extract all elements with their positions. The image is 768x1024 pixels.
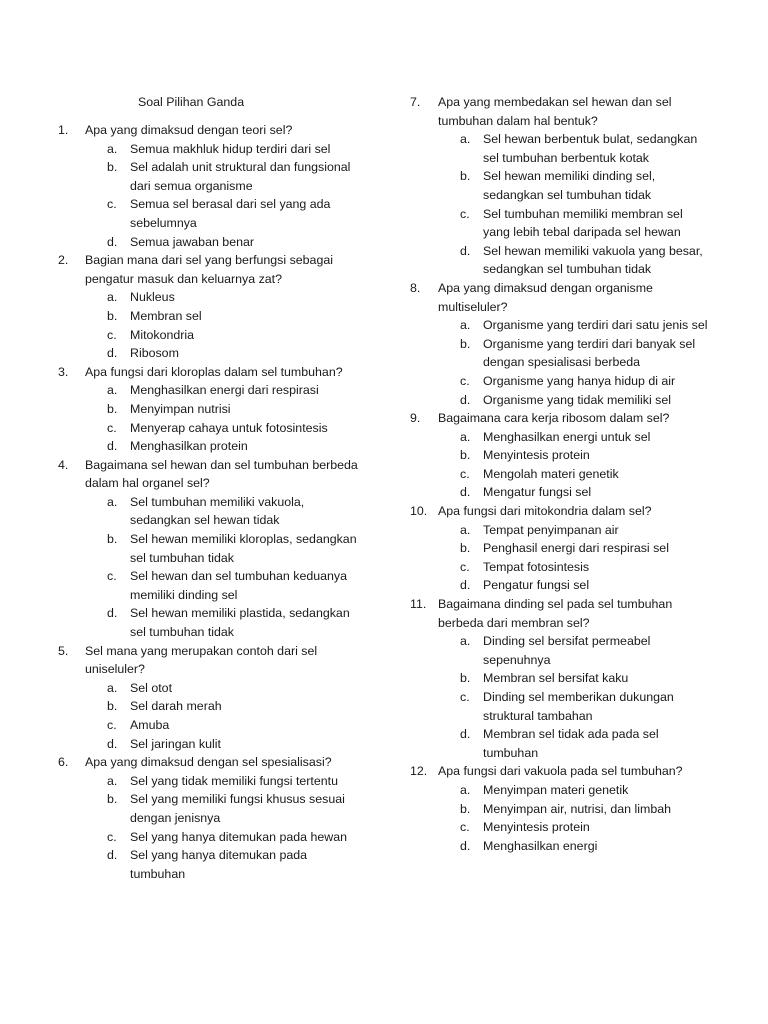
question-number: 10.: [410, 504, 428, 519]
option-letter: d.: [107, 848, 118, 863]
option-text: Sel hewan memiliki kloroplas, sedangkan sel tumbuhan tidak: [130, 532, 357, 565]
answer-option: [438, 725, 710, 762]
option-text: Tempat penyimpanan air: [483, 522, 619, 537]
option-letter: c.: [107, 718, 117, 732]
option-text: Sel yang memiliki fungsi khusus sesuai dengan jenisnya: [130, 792, 345, 825]
option-letter: d.: [460, 838, 471, 853]
answer-options: [438, 632, 710, 762]
answer-option: [85, 381, 358, 400]
answer-option: [438, 576, 710, 595]
option-letter: b.: [107, 532, 118, 547]
answer-option: [85, 419, 358, 438]
option-letter: b.: [460, 169, 471, 184]
option-text: Semua makhluk hidup terdiri dari sel: [130, 141, 331, 156]
option-letter: d.: [107, 439, 118, 454]
option-letter: a.: [460, 429, 471, 444]
option-letter: b.: [460, 541, 471, 556]
right-column: [410, 93, 710, 855]
option-text: Menyimpan nutrisi: [130, 401, 231, 416]
question-number: 1.: [58, 123, 69, 137]
question-number: 2.: [58, 253, 69, 268]
option-text: Sel jaringan kulit: [130, 736, 221, 751]
question-item: [58, 121, 358, 251]
option-letter: d.: [107, 736, 118, 751]
option-text: Mitokondria: [130, 327, 195, 342]
answer-options: [438, 781, 710, 855]
question-item: [58, 642, 358, 754]
option-letter: b.: [107, 308, 118, 323]
question-item: [410, 502, 710, 595]
answer-options: [438, 316, 710, 409]
option-text: Semua jawaban benar: [130, 234, 254, 249]
question-item: [410, 93, 710, 279]
question-number: 9.: [410, 411, 421, 426]
answer-options: [438, 521, 710, 595]
option-text: Menyimpan air, nutrisi, dan limbah: [483, 801, 672, 816]
option-letter: a.: [460, 522, 471, 537]
option-text: Organisme yang tidak memiliki sel: [483, 392, 671, 407]
option-text: Dinding sel bersifat permeabel sepenuhnya: [483, 634, 651, 667]
answer-option: [438, 446, 710, 465]
option-text: Organisme yang hanya hidup di air: [483, 373, 676, 388]
answer-option: [85, 140, 358, 159]
answer-option: [85, 344, 358, 363]
answer-option: [438, 781, 710, 800]
question-text: Apa fungsi dari kloroplas dalam sel tumbuhan?: [85, 364, 343, 379]
option-letter: c.: [460, 820, 470, 835]
question-text: Apa fungsi dari mitokondria dalam sel?: [438, 504, 652, 519]
option-text: Mengatur fungsi sel: [483, 485, 592, 500]
question-number: 7.: [410, 95, 421, 109]
question-text: Bagaimana cara kerja ribosom dalam sel?: [438, 411, 670, 426]
option-text: Sel yang tidak memiliki fungsi tertentu: [130, 773, 338, 788]
option-text: Sel otot: [130, 680, 173, 695]
question-text: Bagaimana sel hewan dan sel tumbuhan berbeda dalam hal organel sel?: [85, 457, 358, 491]
option-letter: c.: [460, 206, 470, 221]
option-text: Sel adalah unit struktural dan fungsional dari semua organisme: [130, 160, 351, 193]
option-text: Menghasilkan protein: [130, 439, 248, 454]
answer-option: [438, 483, 710, 502]
option-letter: a.: [460, 132, 471, 147]
answer-option: [438, 316, 710, 335]
question-item: [58, 363, 358, 456]
option-text: Semua sel berasal dari sel yang ada sebelumnya: [130, 197, 331, 230]
option-letter: c.: [460, 466, 470, 481]
answer-option: [438, 242, 710, 279]
question-text: Sel mana yang merupakan contoh dari sel uniseluler?: [85, 643, 318, 677]
answer-option: [85, 400, 358, 419]
answer-options: [85, 140, 358, 252]
answer-option: [438, 428, 710, 447]
option-text: Menyintesis protein: [483, 820, 590, 835]
option-text: Membran sel bersifat kaku: [483, 671, 629, 686]
answer-option: [85, 437, 358, 456]
option-text: Sel hewan memiliki plastida, sedangkan sel tumbuhan tidak: [130, 606, 350, 640]
option-text: Pengatur fungsi sel: [483, 578, 590, 593]
option-letter: b.: [107, 401, 118, 416]
answer-options: [85, 493, 358, 642]
answer-option: [85, 716, 358, 735]
question-text: Bagian mana dari sel yang berfungsi sebagai pengatur masuk dan keluarnya zat?: [85, 253, 333, 286]
option-text: Sel hewan berbentuk bulat, sedangkan sel tumbuhan berbentuk kotak: [483, 132, 698, 165]
option-letter: c.: [460, 559, 470, 574]
option-letter: b.: [460, 336, 471, 351]
left-column: [58, 121, 358, 883]
option-text: Sel hewan memiliki vakuola yang besar, sedangkan sel tumbuhan tidak: [483, 243, 703, 277]
option-letter: c.: [107, 197, 117, 212]
answer-options: [438, 130, 710, 279]
question-number: 8.: [410, 280, 421, 295]
option-letter: a.: [460, 318, 471, 333]
answer-option: [85, 493, 358, 530]
answer-option: [438, 521, 710, 540]
option-letter: b.: [460, 448, 471, 463]
page-title: Soal Pilihan Ganda: [138, 95, 245, 109]
option-text: Organisme yang terdiri dari banyak sel dengan spesialisasi berbeda: [483, 336, 696, 370]
answer-option: [438, 167, 710, 204]
answer-option: [438, 669, 710, 688]
option-letter: a.: [107, 494, 118, 509]
question-item: [58, 251, 358, 363]
answer-option: [438, 205, 710, 242]
answer-options: [85, 772, 358, 884]
option-text: Sel hewan memiliki dinding sel, sedangkan sel tumbuhan tidak: [483, 169, 656, 202]
option-letter: b.: [107, 792, 118, 807]
option-text: Sel yang hanya ditemukan pada hewan: [130, 829, 347, 844]
question-number: 5.: [58, 643, 69, 658]
answer-option: [438, 130, 710, 167]
answer-option: [85, 233, 358, 252]
question-item: [58, 753, 358, 883]
question-item: [410, 762, 710, 855]
answer-option: [438, 465, 710, 484]
question-text: Apa yang dimaksud dengan sel spesialisasi?: [85, 755, 332, 770]
option-text: Sel hewan dan sel tumbuhan keduanya memiliki dinding sel: [130, 569, 347, 602]
option-text: Sel tumbuhan memiliki membran sel yang lebih tebal daripada sel hewan: [483, 206, 683, 240]
option-text: Menghasilkan energi untuk sel: [483, 429, 651, 444]
question-number: 6.: [58, 755, 69, 770]
option-letter: d.: [107, 234, 118, 249]
option-text: Amuba: [130, 718, 170, 732]
option-text: Nukleus: [130, 290, 175, 305]
option-text: Penghasil energi dari respirasi sel: [483, 541, 669, 556]
answer-options: [438, 428, 710, 502]
option-letter: b.: [107, 699, 118, 714]
answer-option: [85, 307, 358, 326]
option-letter: d.: [460, 243, 471, 258]
question-text: Apa yang membedakan sel hewan dan sel tumbuhan dalam hal bentuk?: [438, 95, 672, 128]
question-item: [58, 456, 358, 642]
option-letter: c.: [460, 690, 470, 704]
answer-option: [85, 828, 358, 847]
answer-option: [85, 158, 358, 195]
option-letter: d.: [460, 727, 471, 742]
option-letter: a.: [107, 773, 118, 788]
answer-option: [85, 195, 358, 232]
option-text: Sel tumbuhan memiliki vakuola, sedangkan sel hewan tidak: [130, 494, 305, 528]
answer-options: [85, 679, 358, 753]
question-item: [410, 409, 710, 502]
option-text: Dinding sel memberikan dukungan struktural tambahan: [483, 690, 674, 723]
question-text: Apa yang dimaksud dengan organisme multiseluler?: [438, 280, 653, 314]
answer-option: [85, 604, 358, 641]
option-text: Sel yang hanya ditemukan pada tumbuhan: [130, 848, 308, 881]
option-letter: c.: [107, 327, 117, 342]
option-letter: d.: [107, 346, 118, 361]
question-item: [410, 595, 710, 762]
question-number: 11.: [410, 597, 427, 612]
question-text: Apa yang dimaksud dengan teori sel?: [85, 123, 293, 137]
option-text: Menghasilkan energi dari respirasi: [130, 383, 319, 398]
option-letter: d.: [107, 606, 118, 621]
answer-option: [438, 335, 710, 372]
option-text: Tempat fotosintesis: [483, 559, 590, 574]
option-letter: a.: [107, 383, 118, 398]
answer-option: [85, 567, 358, 604]
answer-option: [438, 539, 710, 558]
answer-options: [85, 381, 358, 455]
option-letter: b.: [107, 160, 118, 175]
option-text: Mengolah materi genetik: [483, 466, 619, 481]
answer-option: [438, 632, 710, 669]
option-text: Sel darah merah: [130, 699, 222, 714]
answer-option: [85, 679, 358, 698]
option-letter: c.: [107, 420, 117, 435]
option-letter: d.: [460, 485, 471, 500]
option-letter: c.: [460, 373, 470, 388]
option-text: Menyintesis protein: [483, 448, 590, 463]
option-text: Membran sel tidak ada pada sel tumbuhan: [483, 727, 659, 760]
option-text: Menghasilkan energi: [483, 838, 598, 853]
question-number: 12.: [410, 764, 428, 779]
option-letter: a.: [460, 782, 471, 797]
question-text: Bagaimana dinding sel pada sel tumbuhan berbeda dari membran sel?: [438, 597, 673, 630]
option-letter: c.: [107, 829, 117, 844]
option-letter: b.: [460, 671, 471, 686]
option-text: Ribosom: [130, 346, 179, 361]
option-letter: b.: [460, 801, 471, 816]
option-letter: a.: [107, 141, 118, 156]
option-letter: d.: [460, 392, 471, 407]
answer-option: [85, 697, 358, 716]
option-letter: a.: [107, 290, 118, 305]
answer-option: [438, 818, 710, 837]
question-number: 3.: [58, 364, 69, 379]
answer-option: [85, 735, 358, 754]
answer-option: [438, 558, 710, 577]
answer-option: [85, 846, 358, 883]
question-item: [410, 279, 710, 409]
answer-option: [438, 391, 710, 410]
option-letter: c.: [107, 569, 117, 584]
answer-option: [85, 772, 358, 791]
question-number: 4.: [58, 457, 69, 472]
question-text: Apa fungsi dari vakuola pada sel tumbuhan?: [438, 764, 683, 779]
option-letter: a.: [107, 680, 118, 695]
answer-option: [438, 688, 710, 725]
option-text: Membran sel: [130, 308, 202, 323]
answer-option: [85, 790, 358, 827]
option-text: Menyimpan materi genetik: [483, 782, 629, 797]
answer-option: [438, 800, 710, 819]
option-letter: a.: [460, 634, 471, 649]
option-text: Organisme yang terdiri dari satu jenis sel: [483, 318, 708, 333]
answer-option: [85, 288, 358, 307]
answer-options: [85, 288, 358, 362]
option-text: Menyerap cahaya untuk fotosintesis: [130, 420, 328, 435]
answer-option: [85, 326, 358, 345]
answer-option: [438, 837, 710, 856]
option-letter: d.: [460, 578, 471, 593]
answer-option: [438, 372, 710, 391]
answer-option: [85, 530, 358, 567]
